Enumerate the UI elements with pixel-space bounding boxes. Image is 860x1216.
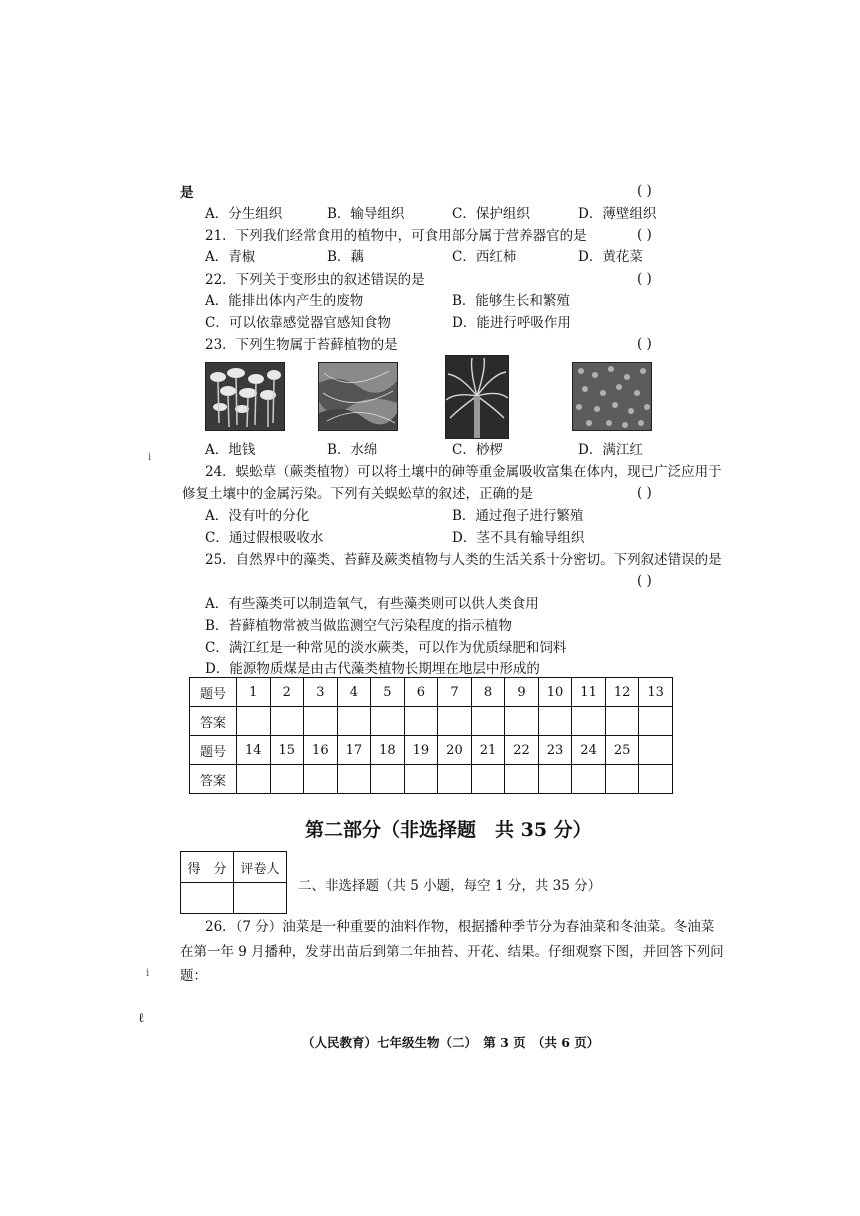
answer-cell[interactable] <box>471 765 505 794</box>
q25-option-b: B．苔藓植物常被当做监测空气污染程度的指示植物 <box>205 618 512 634</box>
q21-option-a: A．青椒 <box>205 249 256 265</box>
grid-number: 17 <box>337 736 371 765</box>
grid-number: 14 <box>237 736 271 765</box>
grid-number: 9 <box>505 678 539 707</box>
answer-cell[interactable] <box>572 707 606 736</box>
grid-number: 20 <box>438 736 472 765</box>
answer-cell[interactable] <box>605 707 639 736</box>
q20-option-b: B．输导组织 <box>327 206 405 222</box>
q24-option-d: D．茎不具有输导组织 <box>452 530 585 546</box>
grid-number: 23 <box>538 736 572 765</box>
grid-label: 答案 <box>190 765 237 794</box>
answer-cell[interactable] <box>304 707 338 736</box>
q20-answer-paren: ( ) <box>637 183 652 199</box>
answer-cell[interactable] <box>438 765 472 794</box>
grid-number: 25 <box>605 736 639 765</box>
grid-number: 2 <box>270 678 304 707</box>
q25-stem: 25．自然界中的藻类、苔藓及蕨类植物与人类的生活关系十分密切。下列叙述错误的是 <box>205 552 722 568</box>
answer-grid <box>189 677 673 794</box>
answer-cell[interactable] <box>404 765 438 794</box>
answer-grid-answer-row-1 <box>190 707 673 736</box>
grid-number: 11 <box>572 678 606 707</box>
q26-line1: 26．（7 分）油菜是一种重要的油料作物，根据播种季节分为春油菜和冬油菜。冬油菜 <box>205 919 715 935</box>
answer-cell[interactable] <box>237 765 271 794</box>
answer-cell[interactable] <box>337 765 371 794</box>
grid-number: 3 <box>304 678 338 707</box>
answer-cell[interactable] <box>337 707 371 736</box>
score-cell[interactable] <box>181 883 234 914</box>
scan-mark: i <box>148 452 152 463</box>
grid-number: 18 <box>371 736 405 765</box>
azolla-photo <box>572 362 652 431</box>
answer-cell[interactable] <box>471 707 505 736</box>
grid-number: 1 <box>237 678 271 707</box>
q21-stem: 21．下列我们经常食用的植物中，可食用部分属于营养器官的是 <box>205 228 587 244</box>
q21-option-c: C．西红柿 <box>452 249 517 265</box>
q23-option-b: B．水绵 <box>327 442 378 458</box>
answer-cell[interactable] <box>639 707 673 736</box>
score-label: 得 分 <box>181 852 234 883</box>
answer-cell[interactable] <box>270 707 304 736</box>
answer-cell[interactable] <box>505 765 539 794</box>
q22-option-d: D．能进行呼吸作用 <box>452 315 571 331</box>
page-footer: （人民教育）七年级生物（二） 第 3 页 （共 6 页） <box>302 1035 600 1050</box>
grid-number: 15 <box>270 736 304 765</box>
q21-option-d: D．黄花菜 <box>578 249 643 265</box>
grid-number: 24 <box>572 736 606 765</box>
q22-option-c: C．可以依靠感觉器官感知食物 <box>205 315 391 331</box>
answer-cell[interactable] <box>371 707 405 736</box>
q25-option-c: C．满江红是一种常见的淡水蕨类，可以作为优质绿肥和饲料 <box>205 640 567 656</box>
grid-number <box>639 736 673 765</box>
q20-option-a: A．分生组织 <box>205 206 283 222</box>
score-box <box>180 851 287 914</box>
answer-cell[interactable] <box>237 707 271 736</box>
grid-number: 8 <box>471 678 505 707</box>
grid-number: 12 <box>605 678 639 707</box>
answer-grid-number-row-1 <box>190 678 673 707</box>
grid-number: 19 <box>404 736 438 765</box>
q26-line3: 题： <box>180 968 207 984</box>
answer-cell[interactable] <box>371 765 405 794</box>
answer-cell[interactable] <box>270 765 304 794</box>
grid-label: 答案 <box>190 707 237 736</box>
q22-option-a: A．能排出体内产生的废物 <box>205 293 364 309</box>
spirogyra-photo <box>318 362 398 431</box>
section-heading: 二、非选择题（共 5 小题，每空 1 分，共 35 分） <box>298 878 602 894</box>
scan-mark: ℓ <box>138 1011 145 1026</box>
grid-number: 10 <box>538 678 572 707</box>
grader-label: 评卷人 <box>234 852 287 883</box>
grid-number: 6 <box>404 678 438 707</box>
answer-grid-number-row-2 <box>190 736 673 765</box>
q22-answer-paren: ( ) <box>637 271 652 287</box>
q24-option-c: C．通过假根吸收水 <box>205 530 324 546</box>
answer-cell[interactable] <box>605 765 639 794</box>
tree-fern-photo <box>445 355 509 439</box>
q21-answer-paren: ( ) <box>637 227 652 243</box>
answer-grid-answer-row-2 <box>190 765 673 794</box>
grid-label: 题号 <box>190 736 237 765</box>
grid-number: 13 <box>639 678 673 707</box>
answer-cell[interactable] <box>639 765 673 794</box>
answer-cell[interactable] <box>572 765 606 794</box>
q24-option-b: B．通过孢子进行繁殖 <box>452 508 584 524</box>
q23-option-a: A．地钱 <box>205 442 256 458</box>
answer-cell[interactable] <box>438 707 472 736</box>
q20-option-d: D．薄壁组织 <box>578 206 657 222</box>
grid-number: 5 <box>371 678 405 707</box>
grid-label: 题号 <box>190 678 237 707</box>
q22-stem: 22．下列关于变形虫的叙述错误的是 <box>205 272 425 288</box>
q21-option-b: B．藕 <box>327 249 364 265</box>
q20-option-c: C．保护组织 <box>452 206 530 222</box>
grid-number: 4 <box>337 678 371 707</box>
answer-cell[interactable] <box>304 765 338 794</box>
grader-cell[interactable] <box>234 883 287 914</box>
q22-option-b: B．能够生长和繁殖 <box>452 293 570 309</box>
q23-stem: 23．下列生物属于苔藓植物的是 <box>205 337 398 353</box>
q25-option-d: D．能源物质煤是由古代藻类植物长期埋在地层中形成的 <box>205 661 540 677</box>
grid-number: 7 <box>438 678 472 707</box>
answer-cell[interactable] <box>538 765 572 794</box>
grid-number: 22 <box>505 736 539 765</box>
scan-mark: i <box>146 968 150 979</box>
answer-cell[interactable] <box>538 707 572 736</box>
q25-option-a: A．有些藻类可以制造氧气，有些藻类则可以供人类食用 <box>205 596 539 612</box>
liverwort-photo <box>205 362 285 431</box>
part2-title: 第二部分（非选择题 共 35 分） <box>305 819 592 841</box>
answer-cell[interactable] <box>505 707 539 736</box>
grid-number: 16 <box>304 736 338 765</box>
q26-line2: 在第一年 9 月播种，发芽出苗后到第二年抽苔、开花、结果。仔细观察下图，并回答下列问 <box>180 944 724 960</box>
q23-answer-paren: ( ) <box>637 336 652 352</box>
answer-cell[interactable] <box>404 707 438 736</box>
q25-answer-paren: ( ) <box>637 573 652 589</box>
q23-option-d: D．满江红 <box>578 442 643 458</box>
q24-stem-line1: 24．蜈蚣草（蕨类植物）可以将土壤中的砷等重金属吸收富集在体内，现已广泛应用于 <box>205 464 722 480</box>
q24-option-a: A．没有叶的分化 <box>205 508 310 524</box>
q24-stem-line2: 修复土壤中的金属污染。下列有关蜈蚣草的叙述，正确的是 <box>182 486 533 502</box>
q24-answer-paren: ( ) <box>637 485 652 501</box>
grid-number: 21 <box>471 736 505 765</box>
q20-lead: 是 <box>180 185 194 201</box>
q23-option-c: C．桫椤 <box>452 442 503 458</box>
